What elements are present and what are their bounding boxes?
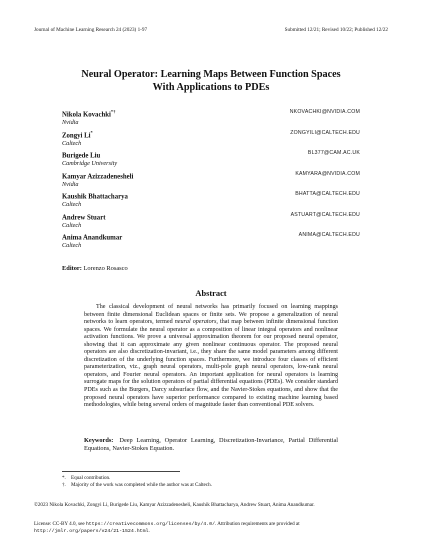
author-affiliation: Caltech [62,201,82,209]
author-block [62,108,360,129]
abstract-text-part2: , that map between infinite dimensional function spaces. We formulate the neural operator as a composition of linear integral operators and nonlinear activation functions. We prove a universal approximation theorem for our proposed neural operator, showing that it can approximate any given nonlinear continuous operator. The proposed neural operators are also discretization-invariant, i.e., they share the same model parameters among different discretization of the underlying function spaces. Furthermore, we introduce four classes of efficient parameterization, viz., graph neural operators, multi-pole graph neural operators, low-rank neural operators, and Fourier neural operators. An important application for neural operators is learning surrogate maps for the solution operators of partial differential equations (PDEs). We consider standard PDEs such as the Burgers, Darcy subsurface flow, and the Navier-Stokes equations, and show that the proposed neural operators have superior performance compared to existing machine learning based methodologies, while being several orders of magnitude faster than conventional PDE solvers. [84,319,338,409]
license-prefix: License: CC-BY 4.0, see [34,521,86,527]
author-email[interactable]: NKOVACHKI@NVIDIA.COM [289,109,360,115]
author-name-text: Nikola Kovachki [62,111,111,119]
title-line-2: With Applications to PDEs [152,82,270,93]
author-block [62,129,360,150]
author-name-text: Kaushik Bhattacharya [62,193,128,201]
footnote-rule [62,471,180,472]
author-name-text: Kamyar Azizzadenesheli [62,172,134,180]
author-affiliation: Caltech [62,242,82,250]
author-block [62,211,360,232]
keywords [84,437,338,453]
abstract-emphasis: neural operators [174,319,217,326]
author-affiliation: Caltech [62,139,82,147]
footnote-text: Majority of the work was completed while the author was at Caltech. [71,482,212,488]
attribution-link[interactable]: http://jmlr.org/papers/v24/21-1524.html [34,529,149,535]
abstract-text-part1: The classical development of neural networks has primarily focused on learning mappings between finite dimensional Euclidean spaces or finite sets. We propose a generalization of neural networks to learn operators, termed [84,304,338,326]
author-footnote-mark: * [90,129,93,135]
author-block [62,231,360,252]
author-name-text: Anima Anandkumar [62,234,123,242]
author-email[interactable]: ANIMA@CALTECH.EDU [298,232,360,238]
title-line-1: Neural Operator: Learning Maps Between Function Spaces [81,69,341,80]
paper-title [34,68,388,94]
license-middle: . Attribution requirements are provided at [215,521,300,527]
keywords-text: Deep Learning, Operator Learning, Discretization-Invariance, Partial Differential Equations, Navier-Stokes Equation. [84,437,338,452]
footnote [62,475,360,482]
editor-line [62,265,128,272]
footnotes [62,475,360,489]
author-email[interactable]: BHATTA@CALTECH.EDU [295,191,360,197]
author-email[interactable]: KAMYARA@NVIDIA.COM [295,170,360,177]
footnote-mark: †. [62,482,66,488]
author-name-text: Andrew Stuart [62,213,106,221]
license-suffix: . [148,528,150,535]
author-email[interactable]: BL377@CAM.AC.UK [307,150,360,156]
abstract-heading: Abstract [195,289,227,298]
author-email[interactable]: ASTUART@CALTECH.EDU [290,211,360,218]
editor-name: Lorenzo Rosasco [83,265,128,272]
author-block [62,170,360,191]
author-block [62,190,360,211]
journal-header [34,27,388,33]
author-email[interactable]: ZONGYILI@CALTECH.EDU [290,129,360,136]
author-name-text: Zongyi Li [62,131,91,139]
editor-label: Editor: [62,265,82,272]
copyright-notice: ©2023 Nikola Kovachki, Zongyi Li, Burigede Liu, Kamyar Azizzadenesheli, Kaushik Bhattacharya, Andrew Stuart, Anima Anandkumar. [34,502,315,508]
footnote-text: Equal contribution. [71,475,111,481]
footnote [62,482,360,489]
author-name-text: Burigede Liu [62,152,101,160]
author-affiliation: Caltech [62,221,82,229]
keywords-label: Keywords: [84,437,114,444]
license-notice [34,521,388,535]
author-block [62,149,360,170]
abstract-body [84,304,338,410]
author-affiliation: Nvidia [62,119,79,127]
submission-dates: Submitted 12/21; Revised 10/22; Published 12/22 [284,27,388,33]
journal-citation: Journal of Machine Learning Research 24 (2023) 1-97 [34,27,148,33]
author-affiliation: Nvidia [62,180,79,188]
author-list [62,108,360,252]
license-link[interactable]: https://creativecommons.org/licenses/by/4.0/ [85,522,216,527]
footnote-mark: *. [62,475,66,481]
author-affiliation: Cambridge University [62,160,118,168]
author-footnote-mark: *† [110,109,116,114]
